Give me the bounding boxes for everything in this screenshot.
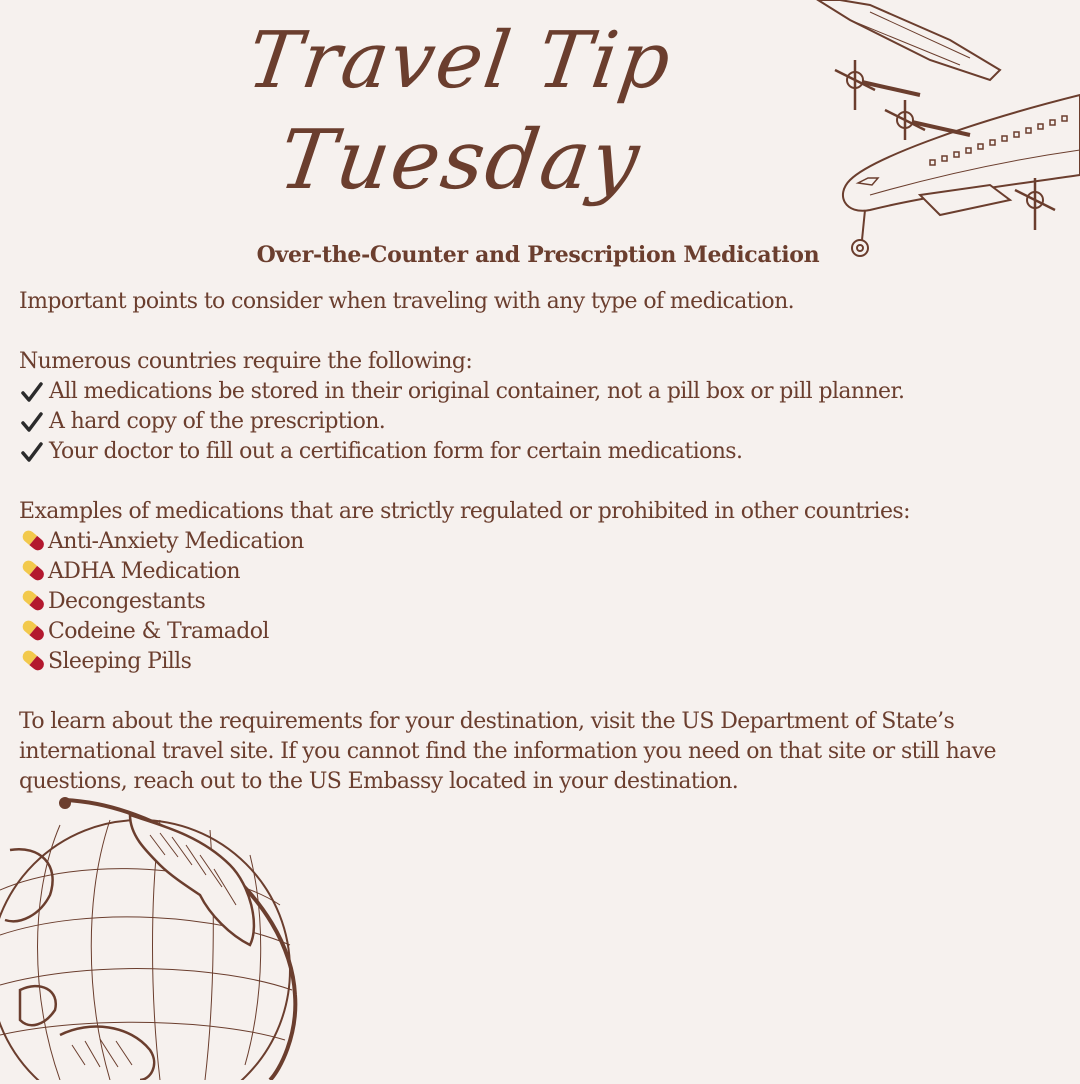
- title-line-1: Travel Tip: [242, 16, 678, 106]
- pill-icon: [19, 650, 45, 674]
- requirement-text: A hard copy of the prescription.: [49, 409, 386, 434]
- pill-icon: [19, 620, 45, 644]
- closing-text: To learn about the requirements for your destination, visit the US Department of State’s international travel site. If you cannot find the information you need on that site or still have questions, reach out to the US Embassy located in your destination.: [19, 709, 996, 794]
- requirement-item: [19, 377, 1019, 407]
- example-item: [19, 647, 1019, 677]
- check-icon: [19, 380, 45, 404]
- requirement-item: [19, 407, 1019, 437]
- example-item: [19, 617, 1019, 647]
- pill-icon: [19, 590, 45, 614]
- example-text: Anti-Anxiety Medication: [48, 529, 304, 554]
- requirements-heading: Numerous countries require the following:: [19, 349, 473, 374]
- requirement-item: [19, 437, 1019, 467]
- pill-icon: [19, 560, 45, 584]
- example-text: ADHA Medication: [48, 559, 240, 584]
- intro-text: Important points to consider when traveling with any type of medication.: [19, 289, 795, 314]
- pill-icon: [19, 530, 45, 554]
- globe-illustration: [0, 795, 300, 1080]
- example-item: [19, 557, 1019, 587]
- subtitle: Over-the-Counter and Prescription Medication: [256, 242, 820, 268]
- example-text: Codeine & Tramadol: [48, 619, 269, 644]
- check-icon: [19, 440, 45, 464]
- example-text: Decongestants: [48, 589, 206, 614]
- example-item: [19, 587, 1019, 617]
- airplane-illustration: [810, 0, 1080, 270]
- requirement-text: Your doctor to fill out a certification form for certain medications.: [49, 439, 743, 464]
- check-icon: [19, 410, 45, 434]
- body-content: [19, 287, 1019, 797]
- example-text: Sleeping Pills: [48, 649, 192, 674]
- examples-heading: Examples of medications that are strictly regulated or prohibited in other countries:: [19, 499, 910, 524]
- title-line-2: Tuesday: [273, 113, 647, 208]
- requirement-text: All medications be stored in their original container, not a pill box or pill planner.: [49, 379, 905, 404]
- example-item: [19, 527, 1019, 557]
